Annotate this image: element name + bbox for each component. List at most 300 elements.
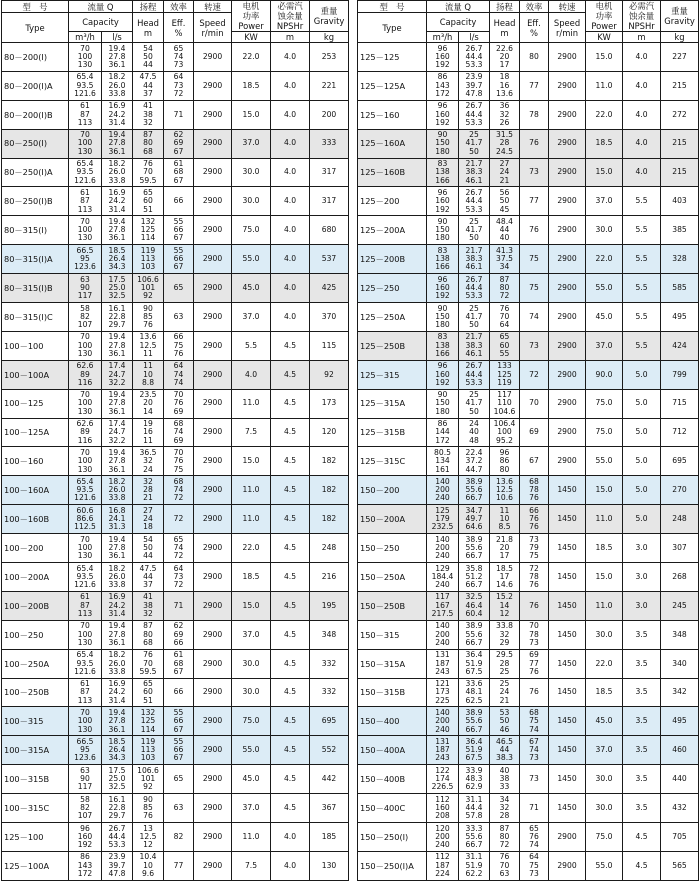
cell-flow-ls: 38.9 55.6 66.7 xyxy=(459,476,490,505)
cell-flow-m3h: 86 144 172 xyxy=(427,418,459,447)
cell-speed: 1450 xyxy=(549,736,586,765)
cell-flow-m3h: 58 82 107 xyxy=(69,303,102,332)
header-speed-en: Speed r/min xyxy=(549,13,586,43)
cell-efficiency: 75 xyxy=(520,245,549,274)
cell-efficiency: 67 xyxy=(520,447,549,476)
cell-power: 15.0 xyxy=(586,476,623,505)
table-row xyxy=(2,360,349,389)
cell-head: 76 70 59.5 xyxy=(133,649,164,678)
table-row xyxy=(358,823,699,852)
cell-speed: 2900 xyxy=(549,129,586,158)
cell-speed: 1450 xyxy=(549,563,586,592)
table-row xyxy=(2,591,349,620)
cell-speed: 2900 xyxy=(194,216,232,245)
cell-flow-m3h: 140 200 240 xyxy=(427,707,459,736)
cell-head: 76 70 64 xyxy=(490,303,520,332)
cell-weight: 130 xyxy=(310,851,349,880)
cell-flow-ls: 24 40 48 xyxy=(459,418,490,447)
cell-head: 46.5 44 38.3 xyxy=(490,736,520,765)
cell-weight: 200 xyxy=(310,100,349,129)
table-row xyxy=(358,129,699,158)
cell-flow-ls: 25 41.7 50 xyxy=(459,129,490,158)
cell-head: 132 125 114 xyxy=(133,216,164,245)
cell-flow-m3h: 90 150 180 xyxy=(427,129,459,158)
cell-flow-m3h: 70 100 130 xyxy=(69,43,102,72)
cell-speed: 2900 xyxy=(194,736,232,765)
cell-efficiency: 72 78 76 xyxy=(520,563,549,592)
cell-power: 45.0 xyxy=(586,707,623,736)
cell-npsh: 4.0 xyxy=(271,129,310,158)
table-row xyxy=(358,736,699,765)
cell-speed: 2900 xyxy=(194,129,232,158)
table-row xyxy=(2,505,349,534)
cell-weight: 253 xyxy=(310,43,349,72)
cell-power: 37.0 xyxy=(586,736,623,765)
cell-efficiency: 63 xyxy=(164,303,194,332)
cell-weight: 221 xyxy=(310,71,349,100)
cell-type: 125－100 xyxy=(2,823,69,852)
header-model-en: Type xyxy=(2,13,69,43)
cell-npsh: 4.0 xyxy=(271,274,310,303)
cell-npsh: 4.0 xyxy=(271,100,310,129)
cell-flow-m3h: 61 87 113 xyxy=(69,591,102,620)
cell-flow-ls: 16.1 22.8 29.7 xyxy=(102,794,133,823)
cell-type: 100－250B xyxy=(2,678,69,707)
cell-npsh: 5.5 xyxy=(623,331,661,360)
header-power-cn: 电机 功率 Power xyxy=(232,1,271,32)
cell-weight: 215 xyxy=(661,158,699,187)
cell-flow-m3h: 96 160 192 xyxy=(427,274,459,303)
cell-flow-ls: 16.9 24.2 31.4 xyxy=(102,100,133,129)
header-flow-cn: 流量 Q xyxy=(427,1,490,13)
cell-power: 90.0 xyxy=(586,360,623,389)
table-row xyxy=(2,187,349,216)
cell-flow-ls: 38.9 55.6 66.7 xyxy=(459,620,490,649)
cell-type: 125－250A xyxy=(358,303,427,332)
cell-flow-ls: 38.9 55.6 66.7 xyxy=(459,707,490,736)
table-row xyxy=(358,71,699,100)
header-power-unit: KW xyxy=(586,32,623,43)
cell-type: 150－400A xyxy=(358,736,427,765)
cell-npsh: 3.5 xyxy=(623,794,661,823)
cell-speed: 2900 xyxy=(194,505,232,534)
header-head-en: Head m xyxy=(490,13,520,43)
cell-weight: 227 xyxy=(661,43,699,72)
cell-npsh: 3.5 xyxy=(623,765,661,794)
header-model-cn: 型 号 xyxy=(2,1,69,13)
cell-speed: 2900 xyxy=(194,71,232,100)
cell-head: 31.5 28 24.5 xyxy=(490,129,520,158)
cell-speed: 2900 xyxy=(549,71,586,100)
cell-npsh: 4.0 xyxy=(623,100,661,129)
cell-speed: 2900 xyxy=(549,216,586,245)
cell-flow-m3h: 121 173 225 xyxy=(427,678,459,707)
cell-type: 150－250B xyxy=(358,591,427,620)
cell-efficiency: 73 79 75 xyxy=(520,534,549,563)
cell-flow-m3h: 60.6 86.6 112.5 xyxy=(69,505,102,534)
cell-power: 22.0 xyxy=(586,100,623,129)
cell-speed: 2900 xyxy=(194,823,232,852)
cell-power: 18.5 xyxy=(586,129,623,158)
cell-flow-ls: 16.8 24.1 31.3 xyxy=(102,505,133,534)
cell-head: 40 38 33 xyxy=(490,765,520,794)
table-row xyxy=(2,100,349,129)
table-row xyxy=(2,534,349,563)
cell-weight: 120 xyxy=(310,418,349,447)
cell-type: 125－125A xyxy=(358,71,427,100)
cell-power: 37.0 xyxy=(232,620,271,649)
cell-npsh: 5.5 xyxy=(623,303,661,332)
cell-npsh: 3.0 xyxy=(623,534,661,563)
cell-efficiency: 76 xyxy=(520,678,549,707)
cell-type: 150－315B xyxy=(358,678,427,707)
cell-npsh: 5.0 xyxy=(623,389,661,418)
cell-flow-m3h: 58 82 107 xyxy=(69,794,102,823)
cell-power: 75.0 xyxy=(232,707,271,736)
cell-npsh: 5.0 xyxy=(623,360,661,389)
header-head-cn: 扬程 xyxy=(133,1,164,13)
cell-flow-m3h: 129 184.4 240 xyxy=(427,563,459,592)
cell-type: 125－160A xyxy=(358,129,427,158)
header-eff-en: Eff. % xyxy=(520,13,549,43)
cell-flow-m3h: 65.4 93.5 121.6 xyxy=(69,476,102,505)
cell-type: 100－125 xyxy=(2,389,69,418)
cell-speed: 1450 xyxy=(549,534,586,563)
cell-head: 65 60 51 xyxy=(133,678,164,707)
cell-speed: 2900 xyxy=(194,563,232,592)
cell-type: 150－315A xyxy=(358,649,427,678)
table-row xyxy=(2,620,349,649)
cell-speed: 1450 xyxy=(549,649,586,678)
cell-npsh: 4.5 xyxy=(271,418,310,447)
cell-npsh: 4.5 xyxy=(271,649,310,678)
cell-npsh: 5.5 xyxy=(623,187,661,216)
cell-flow-m3h: 70 100 130 xyxy=(69,620,102,649)
cell-flow-m3h: 65.4 93.5 121.6 xyxy=(69,71,102,100)
table-row xyxy=(358,187,699,216)
cell-weight: 695 xyxy=(661,447,699,476)
header-model-en: Type xyxy=(358,13,427,43)
table-row xyxy=(2,303,349,332)
cell-head: 11 10 8.5 xyxy=(490,505,520,534)
cell-flow-ls: 16.1 22.8 29.7 xyxy=(102,303,133,332)
table-row xyxy=(2,158,349,187)
cell-type: 125－315C xyxy=(358,447,427,476)
cell-weight: 185 xyxy=(310,823,349,852)
cell-speed: 2900 xyxy=(549,187,586,216)
cell-power: 15.0 xyxy=(232,591,271,620)
cell-power: 55.0 xyxy=(232,245,271,274)
cell-speed: 2900 xyxy=(549,43,586,72)
cell-weight: 268 xyxy=(661,563,699,592)
header-weight-cn: 重量 Gravity xyxy=(661,1,699,32)
cell-flow-ls: 35.8 51.2 66.7 xyxy=(459,563,490,592)
table-row xyxy=(358,331,699,360)
cell-speed: 2900 xyxy=(194,591,232,620)
cell-speed: 2900 xyxy=(549,303,586,332)
cell-head: 18 16 13.6 xyxy=(490,71,520,100)
cell-speed: 1450 xyxy=(549,765,586,794)
table-row xyxy=(358,678,699,707)
cell-efficiency: 64 73 72 xyxy=(164,71,194,100)
table-row xyxy=(358,43,699,72)
table-row xyxy=(358,216,699,245)
cell-efficiency: 66 xyxy=(164,678,194,707)
cell-npsh: 4.0 xyxy=(271,245,310,274)
cell-power: 75.0 xyxy=(232,216,271,245)
cell-flow-ls: 33.3 55.6 66.7 xyxy=(459,823,490,852)
cell-weight: 215 xyxy=(661,129,699,158)
cell-power: 30.0 xyxy=(232,649,271,678)
header-model-cn: 型 号 xyxy=(358,1,427,13)
cell-head: 41 38 32 xyxy=(133,591,164,620)
header-eff-cn: 效率 xyxy=(520,1,549,13)
cell-flow-ls: 19.4 27.8 36.1 xyxy=(102,43,133,72)
cell-npsh: 4.0 xyxy=(271,187,310,216)
cell-power: 4.0 xyxy=(232,360,271,389)
cell-head: 15.2 14 12 xyxy=(490,591,520,620)
cell-flow-ls: 25 41.7 50 xyxy=(459,303,490,332)
cell-npsh: 4.5 xyxy=(623,823,661,852)
cell-npsh: 3.5 xyxy=(623,678,661,707)
header-eff-en: Eff. % xyxy=(164,13,194,43)
cell-flow-ls: 18.2 26.0 33.8 xyxy=(102,158,133,187)
cell-flow-ls: 36.4 51.9 67.5 xyxy=(459,649,490,678)
cell-head: 10.4 10 9.6 xyxy=(133,851,164,880)
cell-flow-m3h: 83 138 166 xyxy=(427,158,459,187)
table-row xyxy=(358,245,699,274)
cell-type: 80－315(I) xyxy=(2,216,69,245)
header-flow-cn: 流量 Q xyxy=(69,1,133,13)
header-power-cn: 电机 功率 Power xyxy=(586,1,623,32)
cell-speed: 2900 xyxy=(194,274,232,303)
cell-efficiency: 72 xyxy=(520,360,549,389)
cell-flow-ls: 17.4 24.7 32.2 xyxy=(102,418,133,447)
cell-flow-m3h: 90 150 180 xyxy=(427,303,459,332)
cell-power: 15.0 xyxy=(232,100,271,129)
cell-weight: 340 xyxy=(661,649,699,678)
cell-flow-m3h: 70 100 130 xyxy=(69,534,102,563)
cell-speed: 2900 xyxy=(194,100,232,129)
cell-weight: 332 xyxy=(310,649,349,678)
cell-npsh: 4.0 xyxy=(271,303,310,332)
cell-type: 150－315 xyxy=(358,620,427,649)
cell-type: 100－250 xyxy=(2,620,69,649)
cell-flow-m3h: 70 100 130 xyxy=(69,447,102,476)
cell-speed: 2900 xyxy=(549,447,586,476)
cell-efficiency: 66 xyxy=(164,187,194,216)
cell-efficiency: 66 76 76 xyxy=(520,505,549,534)
cell-head: 13 12.5 12 xyxy=(133,823,164,852)
cell-efficiency: 71 xyxy=(164,591,194,620)
table-row xyxy=(2,649,349,678)
cell-efficiency: 64 73 72 xyxy=(164,563,194,592)
cell-npsh: 3.0 xyxy=(623,591,661,620)
cell-flow-ls: 19.4 27.8 36.1 xyxy=(102,129,133,158)
cell-speed: 1450 xyxy=(549,591,586,620)
cell-head: 119 113 103 xyxy=(133,245,164,274)
cell-flow-m3h: 61 87 113 xyxy=(69,100,102,129)
cell-head: 23.5 20 14 xyxy=(133,389,164,418)
table-row xyxy=(2,418,349,447)
cell-flow-ls: 25 41.7 50 xyxy=(459,389,490,418)
cell-head: 87 80 68 xyxy=(133,620,164,649)
table-row xyxy=(2,245,349,274)
cell-speed: 1450 xyxy=(549,794,586,823)
cell-flow-ls: 36.4 51.9 67.5 xyxy=(459,736,490,765)
cell-head: 25 24 21 xyxy=(490,678,520,707)
cell-power: 11.0 xyxy=(586,505,623,534)
cell-flow-ls: 26.7 44.4 53.3 xyxy=(459,360,490,389)
cell-efficiency: 65 76 74 xyxy=(520,823,549,852)
table-row xyxy=(2,765,349,794)
cell-flow-ls: 19.4 27.8 36.1 xyxy=(102,620,133,649)
header-weight-cn: 重量 Gravity xyxy=(310,1,349,32)
cell-npsh: 4.5 xyxy=(271,447,310,476)
cell-flow-m3h: 125 179 232.5 xyxy=(427,505,459,534)
cell-speed: 2900 xyxy=(194,187,232,216)
table-row xyxy=(2,851,349,880)
cell-flow-ls: 17.4 24.7 32.2 xyxy=(102,360,133,389)
cell-flow-ls: 18.5 26.4 34.3 xyxy=(102,736,133,765)
cell-efficiency: 70 78 73 xyxy=(520,620,549,649)
cell-flow-m3h: 62.6 89 116 xyxy=(69,360,102,389)
cell-speed: 2900 xyxy=(194,620,232,649)
cell-flow-m3h: 83 138 166 xyxy=(427,331,459,360)
cell-type: 125－160 xyxy=(358,100,427,129)
cell-flow-m3h: 63 90 117 xyxy=(69,274,102,303)
cell-speed: 2900 xyxy=(194,447,232,476)
cell-weight: 173 xyxy=(310,389,349,418)
cell-type: 150－250A xyxy=(358,563,427,592)
cell-npsh: 3.5 xyxy=(623,649,661,678)
cell-npsh: 4.0 xyxy=(623,43,661,72)
cell-npsh: 4.5 xyxy=(271,794,310,823)
cell-power: 18.5 xyxy=(232,71,271,100)
table-row xyxy=(358,649,699,678)
cell-speed: 2900 xyxy=(194,245,232,274)
cell-type: 150－200 xyxy=(358,476,427,505)
cell-npsh: 4.5 xyxy=(271,389,310,418)
cell-power: 45.0 xyxy=(232,274,271,303)
cell-weight: 182 xyxy=(310,476,349,505)
cell-flow-ls: 33.6 48.1 62.5 xyxy=(459,678,490,707)
cell-speed: 2900 xyxy=(194,158,232,187)
cell-efficiency: 70 76 75 xyxy=(164,447,194,476)
cell-head: 33.8 32 29 xyxy=(490,620,520,649)
cell-power: 22.0 xyxy=(586,649,623,678)
cell-power: 30.0 xyxy=(586,765,623,794)
cell-head: 106.6 101 92 xyxy=(133,765,164,794)
cell-head: 36 32 26 xyxy=(490,100,520,129)
cell-npsh: 4.0 xyxy=(271,823,310,852)
cell-flow-ls: 17.5 25.0 32.5 xyxy=(102,274,133,303)
cell-weight: 537 xyxy=(310,245,349,274)
cell-flow-ls: 33.9 48.3 62.9 xyxy=(459,765,490,794)
cell-efficiency: 68 74 72 xyxy=(164,476,194,505)
cell-type: 125－200 xyxy=(358,187,427,216)
table-row xyxy=(358,534,699,563)
cell-efficiency: 76 xyxy=(520,591,549,620)
spec-rows-left xyxy=(2,43,349,881)
cell-efficiency: 62 69 67 xyxy=(164,129,194,158)
cell-power: 18.5 xyxy=(586,534,623,563)
cell-npsh: 5.5 xyxy=(623,216,661,245)
header-npsh-unit: m xyxy=(271,32,310,43)
cell-type: 125－250 xyxy=(358,274,427,303)
table-row xyxy=(2,389,349,418)
cell-head: 53 50 46 xyxy=(490,707,520,736)
cell-weight: 460 xyxy=(661,736,699,765)
cell-type: 125－200A xyxy=(358,216,427,245)
cell-efficiency: 70 xyxy=(520,389,549,418)
cell-power: 22.0 xyxy=(232,534,271,563)
cell-speed: 2900 xyxy=(194,678,232,707)
cell-flow-m3h: 90 150 180 xyxy=(427,216,459,245)
cell-head: 29.5 28 25 xyxy=(490,649,520,678)
table-row xyxy=(358,476,699,505)
cell-type: 150－250(I)A xyxy=(358,851,427,880)
cell-speed: 2900 xyxy=(194,331,232,360)
cell-flow-ls: 19.4 27.8 36.1 xyxy=(102,389,133,418)
cell-head: 27 24 21 xyxy=(490,158,520,187)
cell-weight: 799 xyxy=(661,360,699,389)
cell-efficiency: 73 xyxy=(520,158,549,187)
cell-weight: 328 xyxy=(661,245,699,274)
table-row xyxy=(358,158,699,187)
cell-efficiency: 62 69 66 xyxy=(164,620,194,649)
cell-type: 150－400 xyxy=(358,707,427,736)
cell-efficiency: 77 xyxy=(520,71,549,100)
cell-efficiency: 64 74 74 xyxy=(164,360,194,389)
cell-flow-m3h: 117 167 217.5 xyxy=(427,591,459,620)
cell-head: 106.6 101 92 xyxy=(133,274,164,303)
cell-flow-ls: 23.9 39.7 47.8 xyxy=(102,851,133,880)
cell-power: 7.5 xyxy=(232,418,271,447)
cell-npsh: 4.0 xyxy=(271,158,310,187)
header-speed-cn: 转速 xyxy=(549,1,586,13)
table-row xyxy=(2,678,349,707)
cell-weight: 317 xyxy=(310,158,349,187)
cell-head: 87 80 72 xyxy=(490,274,520,303)
cell-weight: 348 xyxy=(661,620,699,649)
cell-weight: 182 xyxy=(310,505,349,534)
cell-flow-ls: 16.9 24.2 31.4 xyxy=(102,591,133,620)
cell-head: 18.5 17 14.6 xyxy=(490,563,520,592)
cell-head: 41 38 32 xyxy=(133,100,164,129)
cell-flow-m3h: 120 200 240 xyxy=(427,823,459,852)
cell-speed: 2900 xyxy=(194,389,232,418)
cell-type: 125－125 xyxy=(358,43,427,72)
cell-efficiency: 77 xyxy=(164,851,194,880)
header-npsh-cn: 必需汽 蚀余量 NPSHr xyxy=(271,1,310,32)
cell-flow-m3h: 140 200 240 xyxy=(427,476,459,505)
cell-power: 11.0 xyxy=(232,823,271,852)
cell-type: 125－100A xyxy=(2,851,69,880)
table-row xyxy=(358,505,699,534)
cell-head: 47.5 44 37 xyxy=(133,71,164,100)
cell-speed: 2900 xyxy=(194,43,232,72)
cell-head: 54 50 44 xyxy=(133,534,164,563)
cell-flow-ls: 34.7 49.7 64.6 xyxy=(459,505,490,534)
cell-power: 55.0 xyxy=(586,447,623,476)
cell-npsh: 4.0 xyxy=(271,216,310,245)
cell-head: 106.4 100 95.2 xyxy=(490,418,520,447)
cell-flow-m3h: 140 200 240 xyxy=(427,620,459,649)
cell-weight: 385 xyxy=(661,216,699,245)
cell-power: 37.0 xyxy=(586,331,623,360)
cell-type: 100－160A xyxy=(2,476,69,505)
